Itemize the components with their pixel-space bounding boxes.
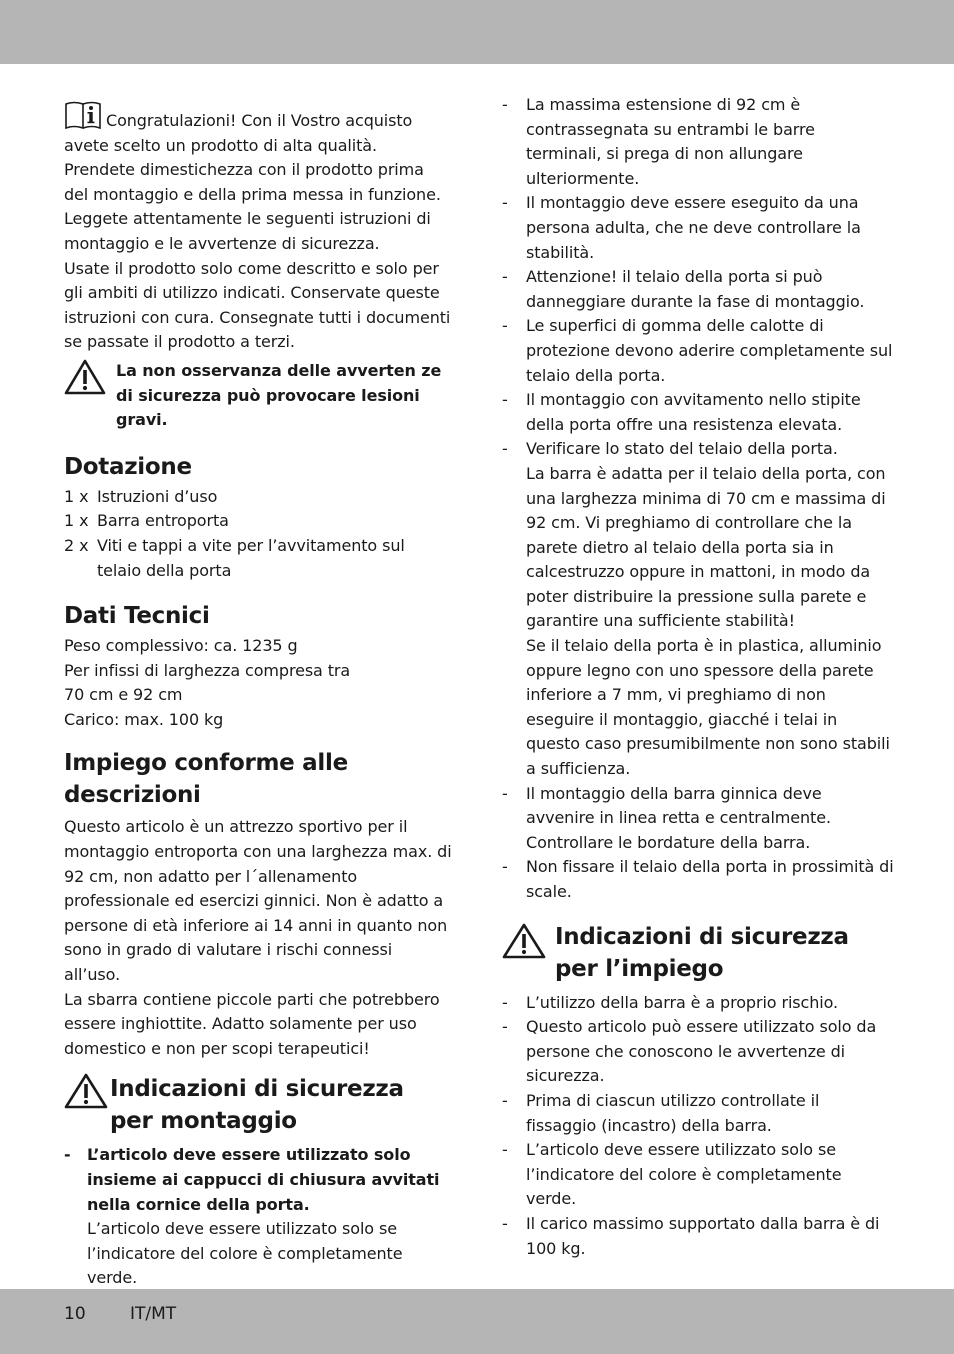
montaggio-list [64,1143,452,1291]
intro-paragraph-2: Usate il prodotto solo come descritto e solo per gli ambiti di utilizzo indicati. Conservate queste istruzioni con cura. Consegnate tutti i documenti se passate il prodotto a terzi. [64,258,451,352]
dotazione-list [64,485,452,583]
heading-impiego: Impiego conforme alle descrizioni [64,750,348,809]
list-item: - L’articolo deve essere utilizzato solo se l’indicatore del colore è completamente verde. [502,1138,894,1212]
impiego-list [502,991,894,1262]
warning-triangle-icon [502,923,546,959]
page-number: 10 [64,1304,86,1324]
list-item: - Non fissare il telaio della porta in prossimità di scale. [502,855,894,904]
right-column [502,93,894,1261]
heading-sicurezza-montaggio-block [64,1073,452,1137]
heading-sicurezza-impiego-block [502,921,894,985]
list-item: 1 x Istruzioni d’uso [64,486,218,506]
list-item: - L’articolo deve essere utilizzato solo insieme ai cappucci di chiusura avvitati nella cornice della porta. L’articolo deve essere utilizzato solo se l’indicatore del colore è completamente verde. [64,1143,452,1291]
list-item: 1 x Barra entroporta [64,511,229,531]
list-item: - Il carico massimo supportato dalla barra è di 100 kg. [502,1212,894,1261]
left-column [64,100,452,1291]
list-item: - Prima di ciascun utilizzo controllate il fissaggio (incastro) della barra. [502,1089,894,1138]
heading-dati-tecnici: Dati Tecnici [64,603,210,630]
warning-triangle-icon [64,1073,108,1109]
list-item: - Il montaggio deve essere eseguito da una persona adulta, che ne deve controllare la stabilità. [502,191,894,265]
warning-notice [64,359,452,433]
impiego-paragraph-2: La sbarra contiene piccole parti che potrebbero essere inghiottite. Adatto solamente per uso domestico e non per scopi terapeutici! [64,989,440,1058]
list-item: - Attenzione! il telaio della porta si può danneggiare durante la fase di montaggio. [502,265,894,314]
list-item: - Il montaggio della barra ginnica deve avvenire in linea retta e centralmente. Controllare le bordature della barra. [502,782,894,856]
heading-dotazione: Dotazione [64,453,192,480]
list-item: - La massima estensione di 92 cm è contrassegnata su entrambi le barre terminali, si prega di non allungare ulteriormente. [502,93,894,191]
list-item: - Questo articolo può essere utilizzato solo da persone che conoscono le avvertenze di sicurezza. [502,1015,894,1089]
list-item: - Il montaggio con avvitamento nello stipite della porta offre una resistenza elevata. [502,388,894,437]
list-item: - Verificare lo stato del telaio della porta. La barra è adatta per il telaio della porta, con una larghezza minima di 70 cm e massima di 92 cm. Vi preghiamo di controllare che la parete dietro al telaio della porta sia in calcestruzzo oppure in mattoni, in modo da poter distribuire la pressione sulla parete e garantire una sufficiente stabilità! Se il telaio della porta è in plastica, alluminio oppure legno con uno spessore della parete inferiore a 7 mm, vi preghiamo di non eseguire il montaggio, giacché i telai in questo caso presumibilmente non sono stabili a sufficienza. [502,437,894,781]
header-bar [0,0,954,64]
intro-paragraph [64,100,452,257]
impiego-paragraph-1: Questo articolo è un attrezzo sportivo per il montaggio entroporta con una larghezza max. di 92 cm, non adatto per l´allenamento professionale ed esercizi ginnici. Non è adatto a persone di età inferiore ai 14 anni in quanto non sono in grado di valutare i rischi connessi all’uso. [64,817,452,985]
heading-sicurezza-impiego: Indicazioni di sicurezza per l’impiego [555,923,849,982]
heading-sicurezza-montaggio: Indicazioni di sicurezza per montaggio [110,1076,404,1135]
language-code: IT/MT [130,1304,177,1324]
list-item: - L’utilizzo della barra è a proprio rischio. [502,991,894,1016]
spec-line: Carico: max. 100 kg [64,709,224,729]
info-book-icon [64,100,102,130]
intro-text: Congratulazioni! Con il Vostro acquisto avete scelto un prodotto di alta qualità. Prendete dimestichezza con il prodotto prima del montaggio e della prima messa in funzione. Leggete attentamente le seguenti istruzioni di montaggio e le avvertenze di sicurezza. [64,111,441,253]
list-item: - Le superfici di gomma delle calotte di protezione devono aderire completamente sul telaio della porta. [502,314,894,388]
warning-triangle-icon [64,359,106,395]
spec-line: 70 cm e 92 cm [64,685,183,705]
montaggio-list-continued [502,93,894,905]
spec-line: Per infissi di larghezza compresa tra [64,660,351,680]
list-item: 2 x Viti e tappi a vite per l’avvitamento sul telaio della porta [64,535,405,580]
warning-notice-text: La non osservanza delle avverten ze di sicurezza può provocare lesioni gravi. [116,360,442,430]
spec-line: Peso complessivo: ca. 1235 g [64,636,298,656]
